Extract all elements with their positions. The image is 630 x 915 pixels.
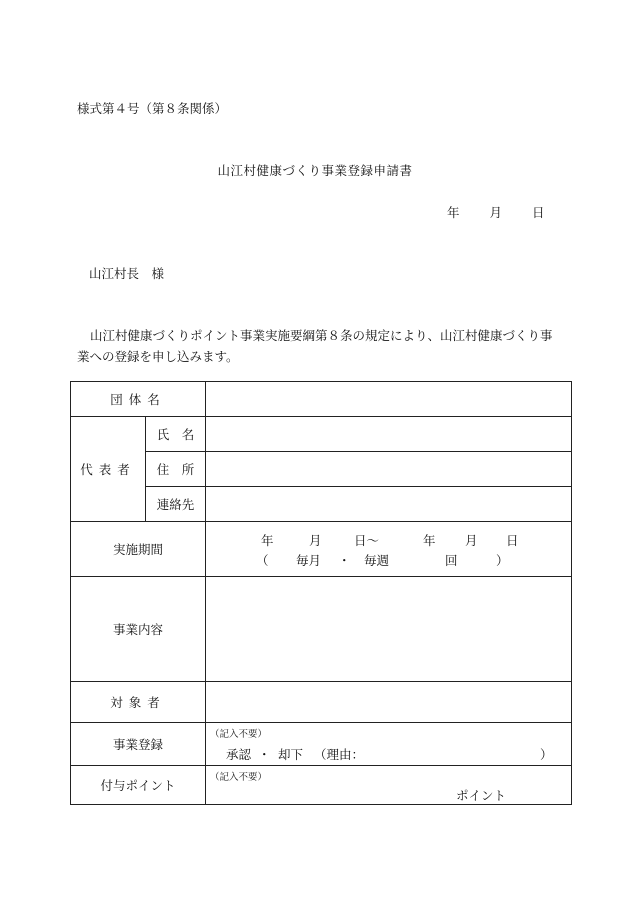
row-content bbox=[71, 577, 572, 682]
period-day-1: 日～ bbox=[354, 533, 380, 548]
period-year-1: 年 bbox=[261, 533, 274, 548]
period-day-2: 日 bbox=[506, 533, 519, 548]
period-times: 回 bbox=[445, 553, 458, 568]
period-dot: ・ bbox=[338, 553, 351, 568]
period-field[interactable] bbox=[206, 522, 572, 577]
row-rep-name bbox=[71, 417, 572, 452]
content-label: 事業内容 bbox=[71, 577, 206, 682]
registration-note: （記入不要） bbox=[210, 729, 268, 740]
address-label: 住 所 bbox=[146, 452, 206, 487]
period-paren-close: ） bbox=[496, 553, 509, 568]
points-label: 付与ポイント bbox=[71, 766, 206, 805]
body-text: 山江村健康づくりポイント事業実施要綱第８条の規定により、山江村健康づくり事業への登録を申し込みます。 bbox=[77, 328, 553, 364]
name-label: 氏 名 bbox=[146, 417, 206, 452]
approve-option[interactable]: 承認 bbox=[226, 747, 252, 762]
points-unit: ポイント bbox=[456, 788, 507, 803]
contact-field[interactable] bbox=[206, 487, 572, 522]
application-form-table bbox=[70, 381, 572, 805]
target-field[interactable] bbox=[206, 682, 572, 723]
group-name-field[interactable] bbox=[206, 382, 572, 417]
row-group-name bbox=[71, 382, 572, 417]
contact-label: 連絡先 bbox=[146, 487, 206, 522]
row-period bbox=[71, 522, 572, 577]
registration-label: 事業登録 bbox=[71, 723, 206, 766]
row-registration bbox=[71, 723, 572, 766]
reject-option[interactable]: 却下 bbox=[278, 747, 304, 762]
registration-field bbox=[206, 723, 572, 766]
date-day: 日 bbox=[532, 205, 545, 220]
target-label: 対象者 bbox=[71, 682, 206, 723]
period-monthly: 毎月 bbox=[296, 553, 322, 568]
address-field[interactable] bbox=[206, 452, 572, 487]
document-title: 山江村健康づくり事業登録申請書 bbox=[217, 163, 413, 178]
period-month-2: 月 bbox=[465, 533, 478, 548]
addressee: 山江村長 様 bbox=[89, 266, 165, 281]
content-field[interactable] bbox=[206, 577, 572, 682]
form-number: 様式第４号（第８条関係） bbox=[77, 101, 228, 116]
date-line bbox=[447, 203, 545, 221]
row-rep-address bbox=[71, 452, 572, 487]
points-note: （記入不要） bbox=[210, 772, 268, 783]
date-month: 月 bbox=[489, 205, 503, 220]
row-rep-contact bbox=[71, 487, 572, 522]
points-field bbox=[206, 766, 572, 805]
reason-label: （理由： bbox=[314, 747, 365, 762]
row-target bbox=[71, 682, 572, 723]
reason-close: ） bbox=[540, 747, 553, 762]
period-paren-open: （ bbox=[256, 553, 269, 568]
representative-label: 代表者 bbox=[71, 417, 146, 522]
period-month-1: 月 bbox=[309, 533, 322, 548]
period-year-2: 年 bbox=[423, 533, 436, 548]
date-year: 年 bbox=[447, 205, 460, 220]
name-field[interactable] bbox=[206, 417, 572, 452]
group-name-label: 団体名 bbox=[71, 382, 206, 417]
row-points bbox=[71, 766, 572, 805]
registration-dot: ・ bbox=[258, 747, 271, 762]
period-weekly: 毎週 bbox=[364, 553, 390, 568]
period-label: 実施期間 bbox=[71, 522, 206, 577]
